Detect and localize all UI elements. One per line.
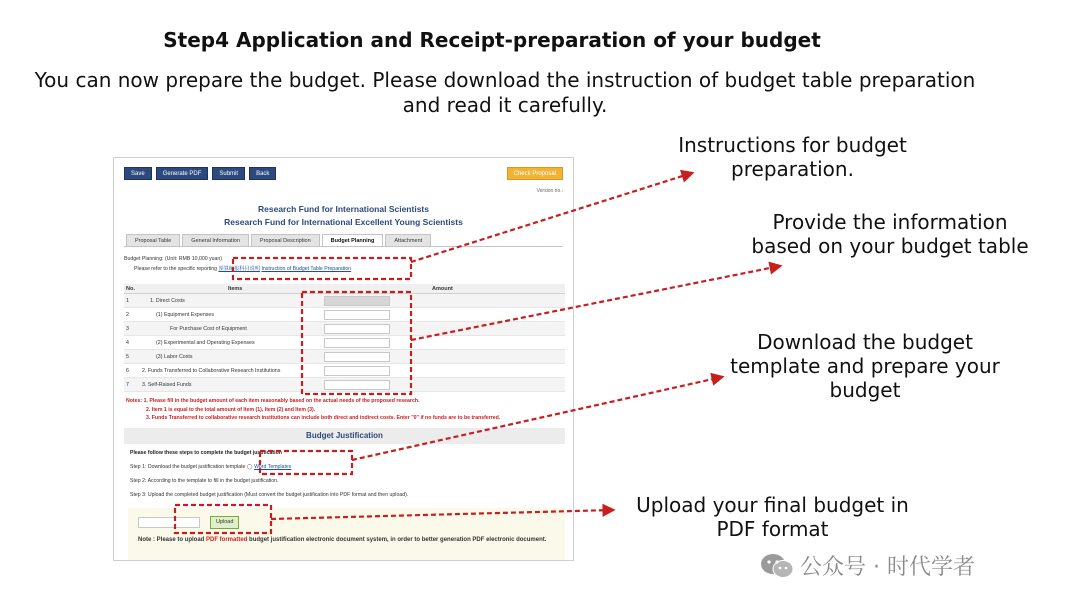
- intro-line-2: and read it carefully.: [402, 93, 608, 117]
- budget-table-header: [124, 284, 565, 294]
- amount-input-experimental[interactable]: [324, 338, 390, 348]
- amount-input-direct-costs: [324, 296, 390, 306]
- upload-button[interactable]: Upload: [210, 516, 239, 529]
- save-button[interactable]: Save: [124, 167, 152, 180]
- tab-divider: [124, 246, 563, 247]
- slide-title: Step4 Application and Receipt-preparation of your budget: [163, 28, 821, 52]
- row-item: 2. Funds Transferred to Collaborative Research Institutions: [142, 368, 281, 374]
- table-row: [124, 336, 565, 350]
- row-no: 6: [126, 368, 129, 374]
- version-label: Version no.:: [536, 188, 563, 194]
- budget-justification-title: Budget Justification: [124, 428, 565, 444]
- step-3: Step 3: Upload the completed budget justification (Must convert the budget justification into PDF format and then upload).: [130, 492, 409, 498]
- amount-input-transferred[interactable]: [324, 366, 390, 376]
- table-row: [124, 294, 565, 308]
- form-toolbar: [124, 167, 276, 180]
- tab-proposal-description[interactable]: Proposal Description: [251, 234, 320, 246]
- row-item: For Purchase Cost of Equipment: [170, 326, 247, 332]
- upload-note: [138, 535, 558, 546]
- note-3: 3. Funds Transferred to collaborative research institutions can include both direct and indirect costs. Enter "0" if no funds are to be transferred.: [146, 415, 501, 421]
- row-no: 7: [126, 382, 129, 388]
- row-item: (2) Experimental and Operating Expenses: [156, 340, 255, 346]
- refer-cn-link[interactable]: 预算编报科目说明: [218, 266, 261, 272]
- refer-line: [134, 265, 351, 272]
- row-no: 4: [126, 340, 129, 346]
- fund-title-1: Research Fund for International Scientists: [258, 204, 429, 214]
- col-no-header: No.: [126, 286, 135, 292]
- back-button[interactable]: Back: [249, 167, 276, 180]
- budget-form-screenshot: [113, 157, 574, 561]
- file-input[interactable]: [138, 517, 200, 528]
- table-row: [124, 350, 565, 364]
- form-tabs: [126, 234, 431, 246]
- amount-input-self-raised[interactable]: [324, 380, 390, 390]
- callout-download-template-line-2: template and prepare your: [730, 354, 1000, 378]
- callout-instructions-line-1: Instructions for budget: [678, 133, 907, 157]
- step-1: [130, 464, 291, 470]
- row-no: 5: [126, 354, 129, 360]
- budget-table: [124, 284, 565, 392]
- row-item: 1. Direct Costs: [150, 298, 185, 304]
- row-no: 2: [126, 312, 129, 318]
- upload-note-red: PDF formatted: [206, 537, 248, 543]
- generate-pdf-button[interactable]: Generate PDF: [156, 167, 209, 180]
- word-templates-link[interactable]: Word Templates: [254, 464, 292, 470]
- word-template-icon: ◯: [246, 464, 253, 470]
- intro-line-1: You can now prepare the budget. Please download the instruction of budget table preparation: [34, 68, 976, 92]
- callout-upload-pdf: [620, 493, 925, 541]
- callout-download-template-line-1: Download the budget: [757, 330, 973, 354]
- callout-provide-info-line-1: Provide the information: [772, 210, 1008, 234]
- callout-provide-info: [740, 210, 1040, 258]
- table-row: [124, 322, 565, 336]
- note-2: 2. Item 1 is equal to the total amount of Item (1), Item (2) and Item (3).: [146, 406, 316, 413]
- row-no: 1: [126, 298, 129, 304]
- tab-general-information[interactable]: General Information: [182, 234, 249, 246]
- watermark: [760, 550, 975, 581]
- callout-upload-pdf-line-1: Upload your final budget in: [636, 493, 909, 517]
- row-no: 3: [126, 326, 129, 332]
- tab-attachment[interactable]: Attachment: [385, 234, 431, 246]
- callout-provide-info-line-2: based on your budget table: [751, 234, 1029, 258]
- upload-note-b: budget justification electronic document system, in order to better generation PDF electronic document.: [249, 537, 547, 543]
- callout-instructions: [655, 133, 930, 181]
- tab-proposal-table[interactable]: Proposal Table: [126, 234, 180, 246]
- table-row: [124, 378, 565, 392]
- wechat-icon: [760, 552, 794, 580]
- watermark-text: 公众号 · 时代学者: [800, 555, 975, 580]
- col-items-header: Items: [228, 286, 243, 292]
- slide-intro: [22, 68, 988, 118]
- col-amount-header: Amount: [432, 286, 453, 292]
- steps-intro: Please follow these steps to complete the budget justification: [130, 450, 282, 456]
- table-row: [124, 364, 565, 378]
- budget-notes: [126, 397, 500, 423]
- amount-input-labor[interactable]: [324, 352, 390, 362]
- callout-upload-pdf-line-2: PDF format: [716, 517, 829, 541]
- upload-note-a: Note : Please to upload: [138, 537, 205, 543]
- amount-input-equipment[interactable]: [324, 310, 390, 320]
- instruction-link[interactable]: Instruction of Budget Table Preparation: [261, 266, 352, 272]
- tab-budget-planning[interactable]: Budget Planning: [322, 234, 384, 246]
- refer-prefix: Please refer to the specific reporting: [134, 266, 218, 272]
- callout-instructions-line-2: preparation.: [731, 157, 854, 181]
- fund-title-2: Research Fund for International Excellent Young Scientists: [224, 217, 463, 227]
- row-item: 3. Self-Raised Funds: [142, 382, 192, 388]
- callout-download-template: [715, 330, 1015, 402]
- step-2: Step 2: According to the template to fill in the budget justification.: [130, 478, 279, 484]
- step-1-text: Step 1: Download the budget justification template: [130, 464, 246, 470]
- budget-unit-label: Budget Planning: (Unit: RMB 10,000 yuan): [124, 256, 223, 262]
- submit-button[interactable]: Submit: [212, 167, 245, 180]
- note-1: Notes: 1. Please fill in the budget amount of each item reasonably based on the actual needs of the proposed research.: [126, 398, 420, 404]
- row-item: (3) Labor Costs: [156, 354, 193, 360]
- amount-input-purchase[interactable]: [324, 324, 390, 334]
- callout-download-template-line-3: budget: [829, 378, 901, 402]
- check-proposal-button[interactable]: Check Proposal: [507, 167, 563, 180]
- table-row: [124, 308, 565, 322]
- upload-area: [128, 508, 565, 561]
- row-item: (1) Equipment Expenses: [156, 312, 215, 318]
